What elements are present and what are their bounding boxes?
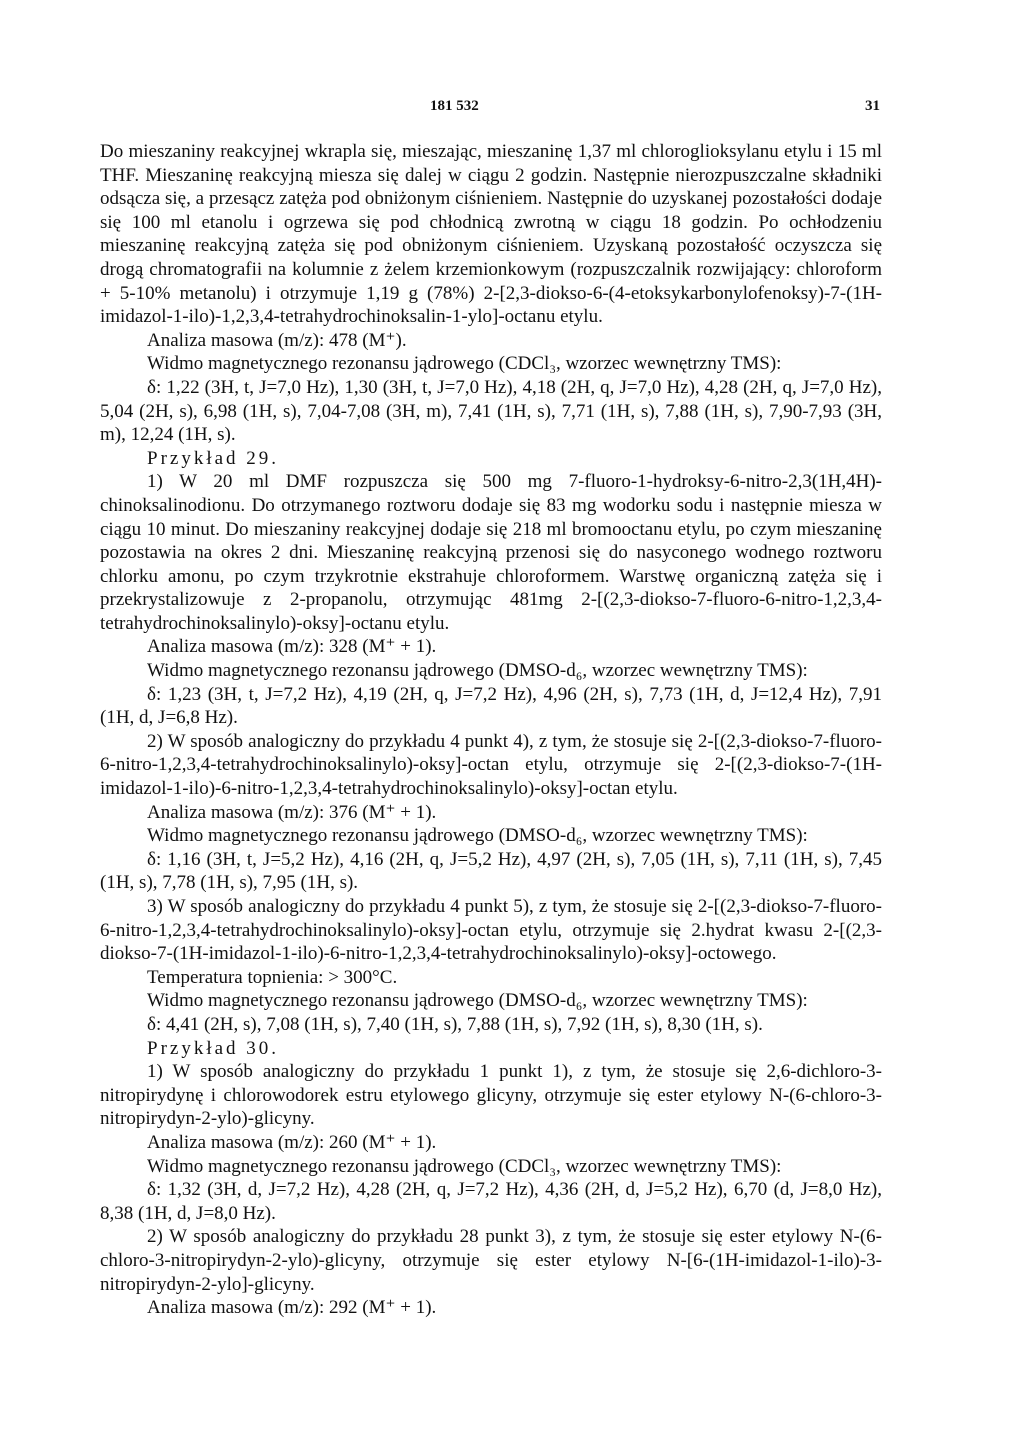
paragraph: 1) W 20 ml DMF rozpuszcza się 500 mg 7-fluoro-1-hydroksy-6-nitro-2,3(1H,4H)-chinoksalinodionu. Do otrzymanego roztworu dodaje się 83 mg wodorku sodu i następnie miesza w ciągu 10 minut. Do mieszaniny reakcyjnej dodaje się 218 ml bromooctanu etylu, po czym mieszaninę pozostawia na okres 2 dni. Mieszaninę reakcyjną przenosi się do nasyconego wodnego roztworu chlorku amonu, po czym trzykrotnie ekstrahuje chloroformem. Warstwę organiczną zatęża się i przekrystalizowuje z 2-propanolu, otrzymując 481mg 2-[(2,3-diokso-7-fluoro-6-nitro-1,2,3,4-tetrahydrochinoksalinylo)-oksy]-octanu etylu. <box>100 471 882 634</box>
paragraph: 2) W sposób analogiczny do przykładu 28 punkt 3), z tym, że stosuje się ester etylowy N-(6-chloro-3-nitropirydyn-2-ylo)-glicyny, otrzymuje się ester etylowy N-[6-(1H-imidazol-1-ilo)-3-nitropirydyn-2-ylo]-glicyny. <box>100 1226 882 1295</box>
mass-spec-line: Analiza masowa (m/z): 328 (M⁺ + 1). <box>147 636 437 658</box>
example-heading: Przykład 29. <box>147 447 280 469</box>
document-body <box>100 140 882 1320</box>
nmr-data: δ: 1,22 (3H, t, J=7,0 Hz), 1,30 (3H, t, J=7,0 Hz), 4,18 (2H, q, J=7,0 Hz), 4,28 (2H, q, J=7,0 Hz), 5,04 (2H, s), 6,98 (1H, s), 7,04-7,08 (3H, m), 7,41 (1H, s), 7,71 (1H, s), 7,88 (1H, s), 7,90-7,93 (3H, m), 12,24 (1H, s). <box>100 376 882 446</box>
nmr-heading: Widmo magnetycznego rezonansu jądrowego (DMSO-d₆, wzorzec wewnętrzny TMS): <box>147 660 808 682</box>
paragraph: Do mieszaniny reakcyjnej wkrapla się, mieszając, mieszaninę 1,37 ml chloroglioksylanu etylu i 15 ml THF. Mieszaninę reakcyjną miesza się dalej w ciągu 2 godzin. Następnie nierozpuszczalne składniki odsącza się, a przesącz zatęża pod obniżonym ciśnieniem. Następnie do uzyskanej pozostałości dodaje się 100 ml etanolu i ogrzewa się pod chłodnicą zwrotną w ciągu 18 godzin. Po ochłodzeniu mieszaninę reakcyjną zatęża się pod obniżonym ciśnieniem. Uzyskaną pozostałość oczyszcza się drogą chromatografii na kolumnie z żelem krzemionkowym (rozpuszczalnik rozwijający: chloroform + 5-10% metanolu) i otrzymuje 1,19 g (78%) 2-[2,3-diokso-6-(4-etoksykarbonylofenoksy)-7-(1H-imidazol-1-ilo)-1,2,3,4-tetrahydrochinoksalin-1-ylo]-octanu etylu. <box>100 141 882 328</box>
nmr-heading: Widmo magnetycznego rezonansu jądrowego (DMSO-d₆, wzorzec wewnętrzny TMS): <box>147 825 808 847</box>
nmr-heading: Widmo magnetycznego rezonansu jądrowego (CDCl₃, wzorzec wewnętrzny TMS): <box>147 353 782 375</box>
mass-spec-line: Analiza masowa (m/z): 478 (M⁺). <box>147 329 407 351</box>
nmr-data: δ: 1,32 (3H, d, J=7,2 Hz), 4,28 (2H, q, J=7,2 Hz), 4,36 (2H, d, J=5,2 Hz), 6,70 (d, J=8,0 Hz), 8,38 (1H, d, J=8,0 Hz). <box>100 1179 882 1224</box>
melting-point-line: Temperatura topnienia: > 300°C. <box>147 966 398 988</box>
nmr-heading: Widmo magnetycznego rezonansu jądrowego (DMSO-d₆, wzorzec wewnętrzny TMS): <box>147 990 808 1012</box>
nmr-data: δ: 1,23 (3H, t, J=7,2 Hz), 4,19 (2H, q, J=7,2 Hz), 4,96 (2H, s), 7,73 (1H, d, J=12,4 Hz), 7,91 (1H, d, J=6,8 Hz). <box>100 683 882 729</box>
paragraph: 1) W sposób analogiczny do przykładu 1 punkt 1), z tym, że stosuje się 2,6-dichloro-3-nitropirydynę i chlorowodorek estru etylowego glicyny, otrzymuje się ester etylowy N-(6-chloro-3-nitropirydyn-2-ylo)-glicyny. <box>100 1061 882 1130</box>
paragraph: 3) W sposób analogiczny do przykładu 4 punkt 5), z tym, że stosuje się 2-[(2,3-diokso-7-fluoro-6-nitro-1,2,3,4-tetrahydrochinoksalinylo)-oksy]-octan etylu, otrzymuje się 2.hydrat kwasu 2-[(2,3-diokso-7-(1H-imidazol-1-ilo)-6-nitro-1,2,3,4-tetrahydrochinoksalinylo)-oksy]-octowego. <box>100 896 882 965</box>
nmr-heading: Widmo magnetycznego rezonansu jądrowego (CDCl₃, wzorzec wewnętrzny TMS): <box>147 1155 782 1177</box>
nmr-data: δ: 1,16 (3H, t, J=5,2 Hz), 4,16 (2H, q, J=5,2 Hz), 4,97 (2H, s), 7,05 (1H, s), 7,11 (1H, s), 7,45 (1H, s), 7,78 (1H, s), 7,95 (1H, s). <box>100 848 882 894</box>
patent-number: 181 532 <box>430 98 479 114</box>
paragraph: 2) W sposób analogiczny do przykładu 4 punkt 4), z tym, że stosuje się 2-[(2,3-diokso-7-fluoro-6-nitro-1,2,3,4-tetrahydrochinoksalinylo)-oksy]-octan etylu, otrzymuje się 2-[(2,3-diokso-7-(1H-imidazol-1-ilo)-6-nitro-1,2,3,4-tetrahydrochinoksalinylo)-oksy]-octan etylu. <box>100 730 882 800</box>
page-number: 31 <box>865 98 880 114</box>
mass-spec-line: Analiza masowa (m/z): 376 (M⁺ + 1). <box>147 801 437 823</box>
mass-spec-line: Analiza masowa (m/z): 292 (M⁺ + 1). <box>147 1297 437 1319</box>
mass-spec-line: Analiza masowa (m/z): 260 (M⁺ + 1). <box>147 1131 437 1153</box>
example-heading: Przykład 30. <box>147 1037 280 1059</box>
page-header <box>100 98 880 122</box>
nmr-data: δ: 4,41 (2H, s), 7,08 (1H, s), 7,40 (1H, s), 7,88 (1H, s), 7,92 (1H, s), 8,30 (1H, s). <box>147 1013 763 1035</box>
